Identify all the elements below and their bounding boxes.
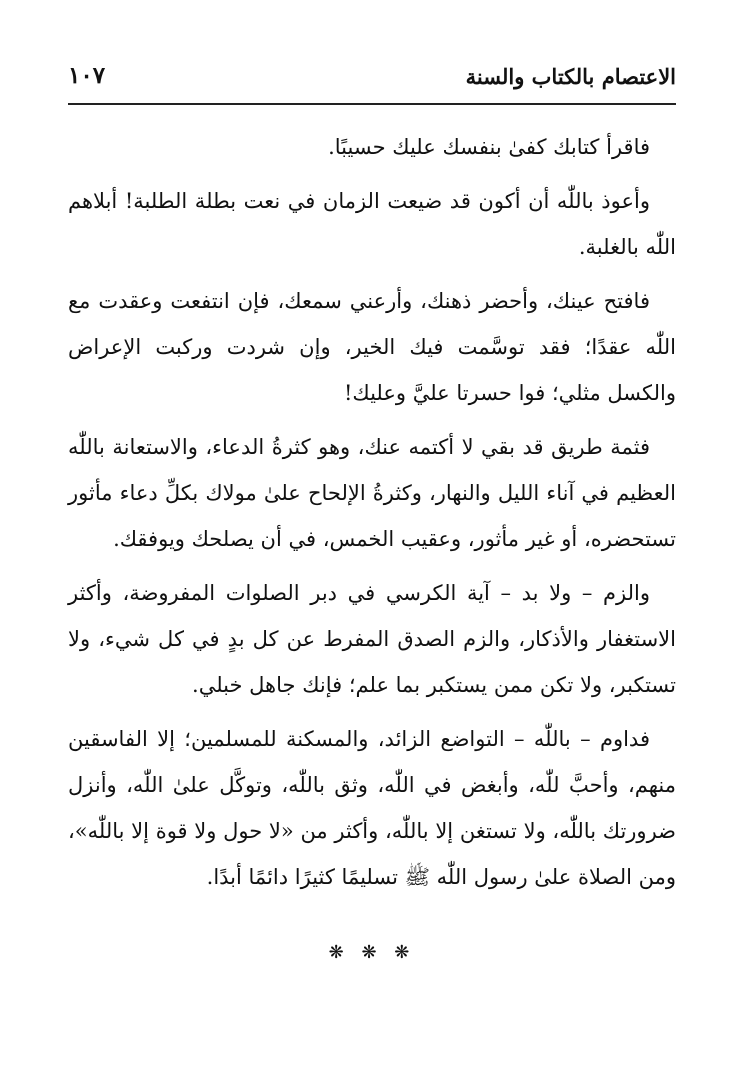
paragraph: وأعوذ باللّٰه أن أكون قد ضيعت الزمان في نعت بطلة الطلبة! أبلاهم اللّٰه بالغلبة. [68,189,676,259]
paragraph: فثمة طريق قد بقي لا أكتمه عنك، وهو كثرةُ الدعاء، والاستعانة باللّٰه العظيم في آناء الليل والنهار، وكثرةُ الإلحاح علىٰ مولاك بكلِّ دعاء مأثور تستحضره، أو غير مأثور، وعقيب الخمس، في أن يصلحك ويوفقك. [68,435,676,551]
paragraph: فداوم – باللّٰه – التواضع الزائد، والمسكنة للمسلمين؛ إلا الفاسقين منهم، وأحبَّ للّٰه، وأبغض في اللّٰه، وثق باللّٰه، وتوكَّل علىٰ اللّٰه، وأنزل ضرورتك باللّٰه، ولا تستغن إلا باللّٰه، وأكثر من «لا حول ولا قوة إلا باللّٰه»، ومن الصلاة علىٰ رسول اللّٰه ﷺ تسليمًا كثيرًا دائمًا أبدًا. [68,727,676,889]
running-header [68,60,676,100]
page-number: ١٠٧ [68,62,106,89]
section-divider: ❋ ❋ ❋ [328,942,416,963]
paragraph: والزم – ولا بد – آية الكرسي في دبر الصلوات المفروضة، وأكثر الاستغفار والأذكار، والزم الصدق المفرط عن كل بدٍ في كل شيء، ولا تستكبر، ولا تكن ممن يستكبر بما علم؛ فإنك جاهل خبلي. [68,581,676,697]
header-rule [68,103,676,105]
paragraph: فاقرأ كتابك كفىٰ بنفسك عليك حسيبًا. [328,135,650,159]
page-body [68,124,676,908]
running-title: الاعتصام بالكتاب والسنة [465,64,676,89]
paragraph: فافتح عينك، وأحضر ذهنك، وأرعني سمعك، فإن انتفعت وعقدت مع اللّٰه عقدًا؛ فقد توسَّمت فيك الخير، وإن شردت وركبت الإعراض والكسل مثلي؛ فوا حسرتا عليَّ وعليك! [68,289,676,405]
